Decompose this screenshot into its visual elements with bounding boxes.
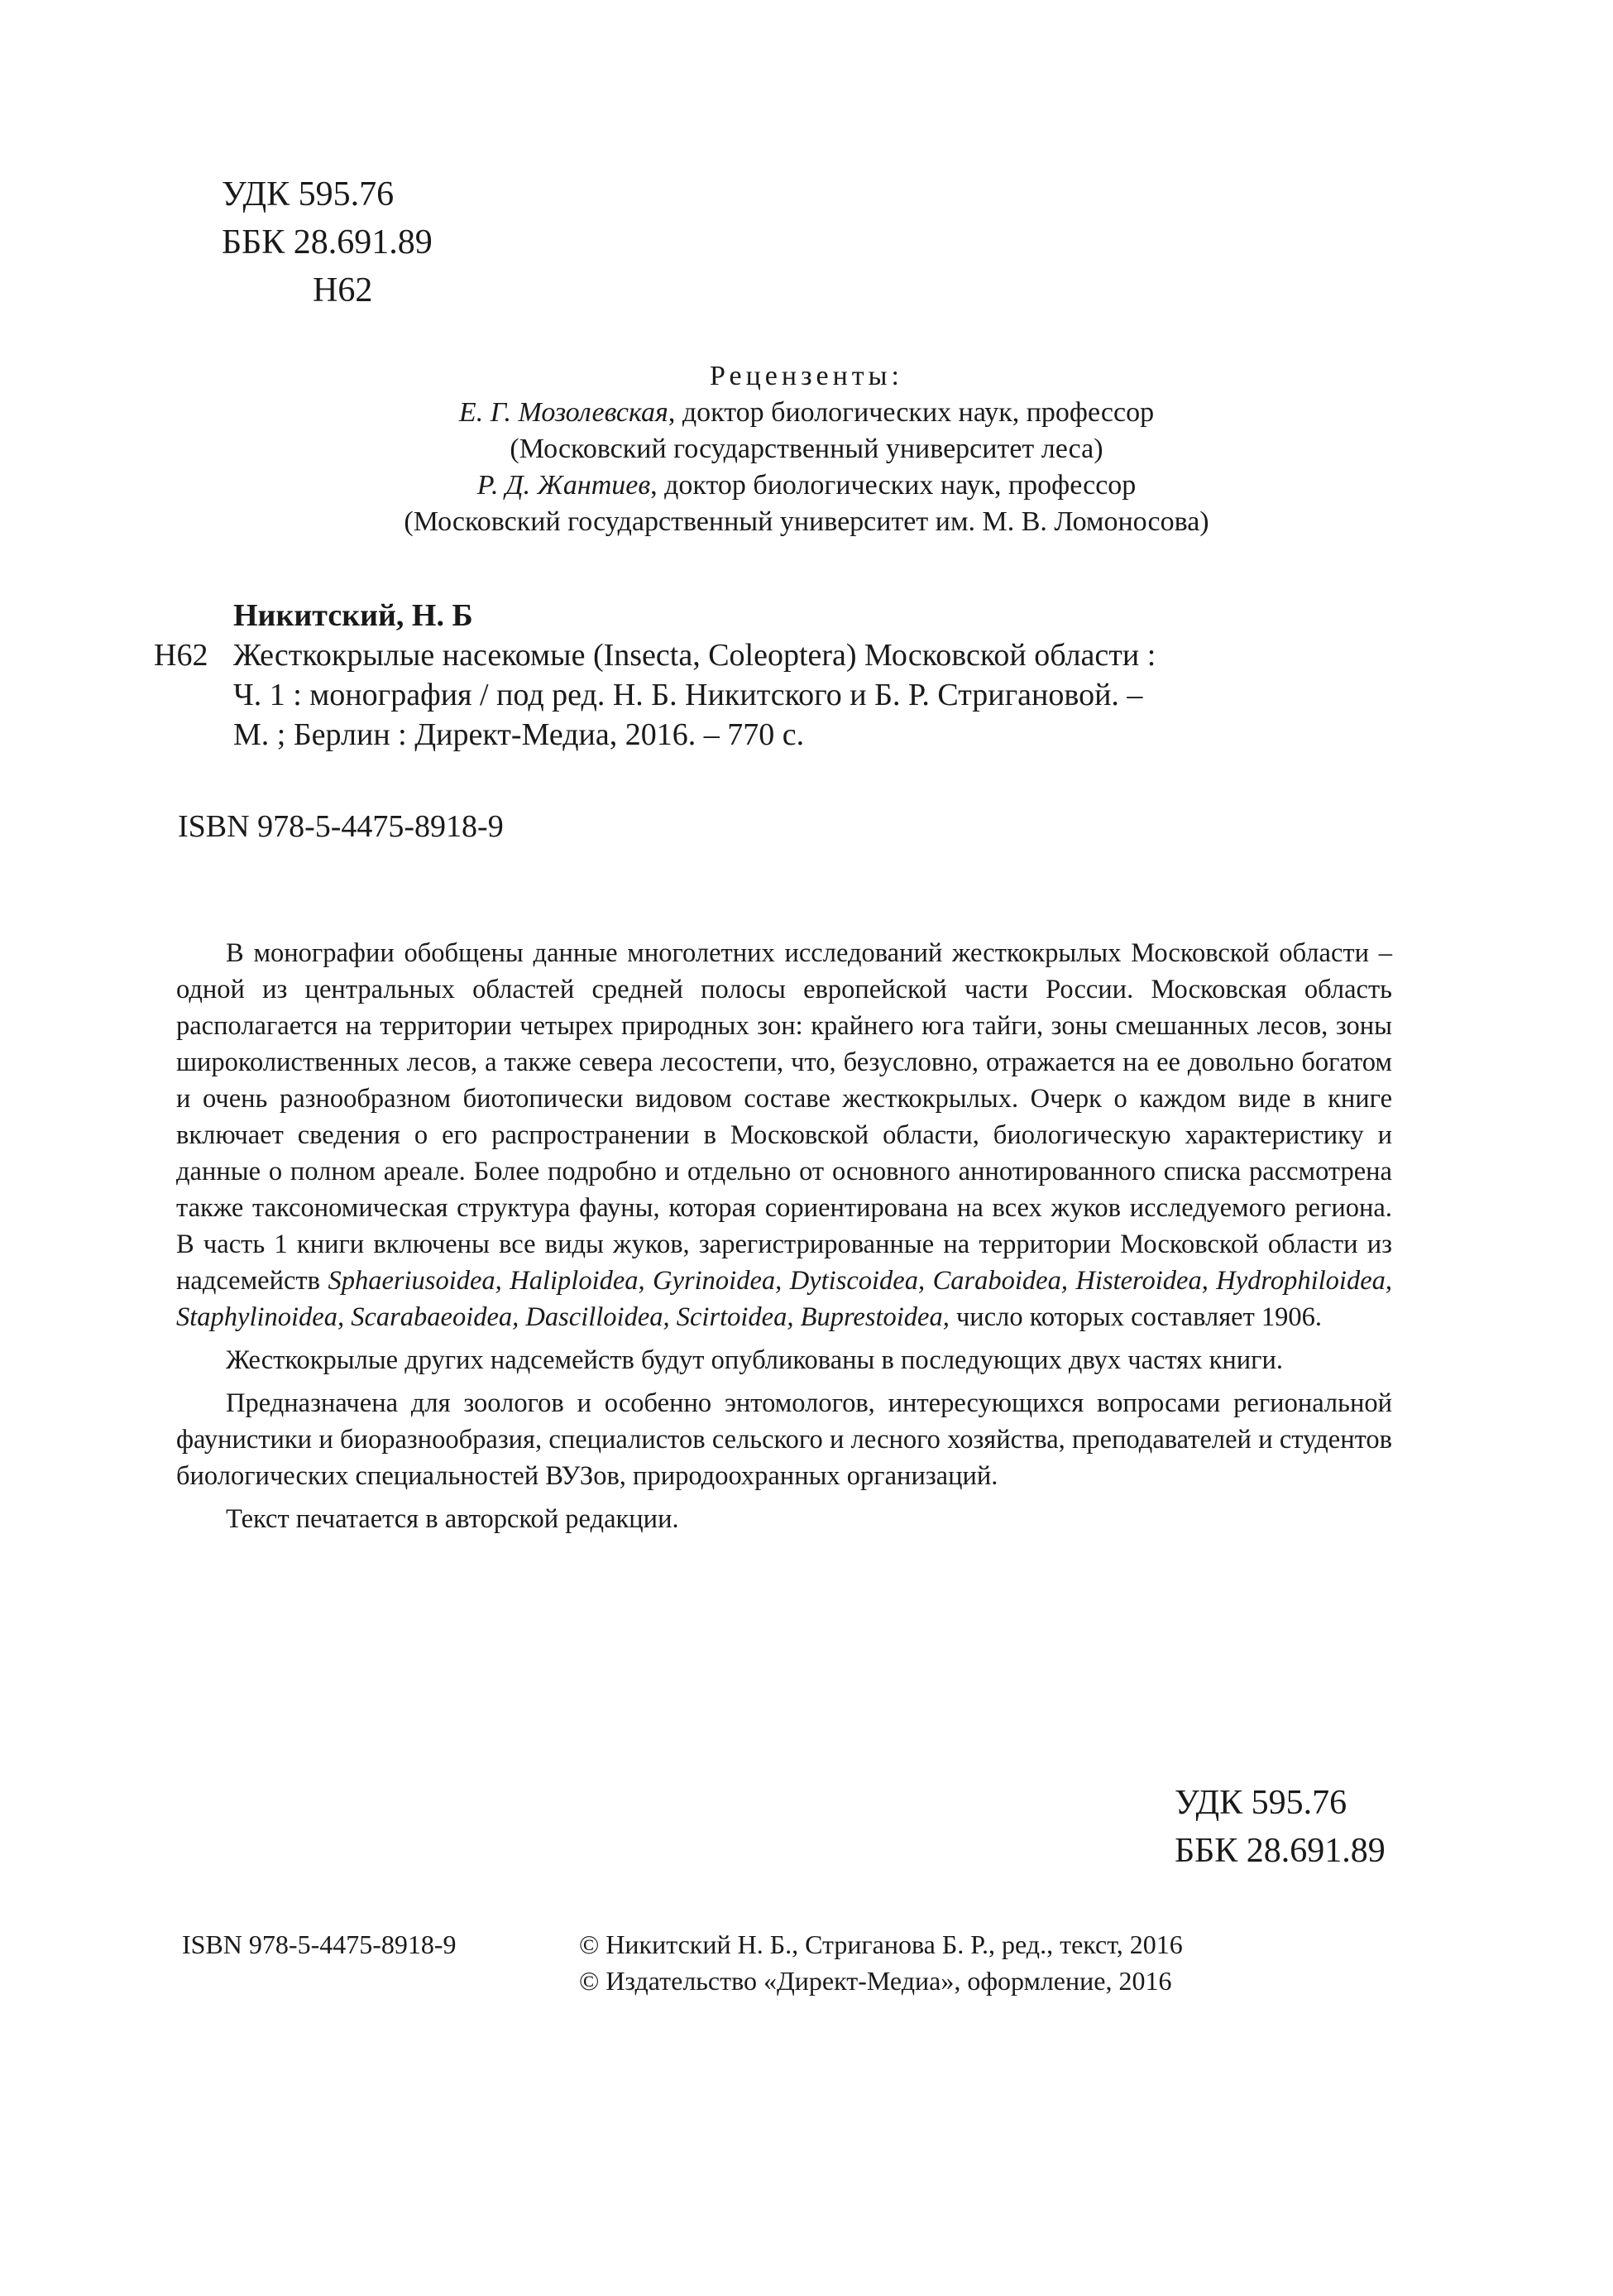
bottom-classification-codes xyxy=(1175,1779,1386,1875)
bib-line-2: Ч. 1 : монография / под ред. Н. Б. Никитского и Б. Р. Стригановой. – xyxy=(233,678,1143,712)
reviewer-1-name: Е. Г. Мозолевская xyxy=(458,397,668,428)
reviewer-1-affiliation: (Московский государственный университет леса) xyxy=(510,434,1103,464)
abstract-p1-start: В монографии обобщены данные многолетних исследований жесткокрылых Московской области – одной из центральных областей средней полосы европейской части России. Московская область располагается на территории четырех природных зон: крайнего юга тайги, зоны смешанных лесов, зоны широколиственных лесов, а также севера лесостепи, что, безусловно, отражается на ее довольно богатом и очень разнообразном биотопически видовом составе жесткокрылых. Очерк о каждом виде в книге включает сведения о его распространении в Московской области, биологическую характеристику и данные о полном ареале. Более подробно и отдельно от основного аннотированного списка рассмотрена также таксономическая структура фауны, которая сориентирована на всех жуков исследуемого региона. В часть 1 книги включены все виды жуков, зарегистрированные на территории Московской области из надсемейств xyxy=(176,938,1392,1296)
bbk-code: ББК 28.691.89 xyxy=(222,223,433,261)
bib-line-1: Жесткокрылые насекомые (Insecta, Coleoptera) Московской области : xyxy=(233,638,1156,673)
reviewer-2 xyxy=(165,467,1448,504)
bib-author: Никитский, Н. Б xyxy=(233,598,473,633)
udk-code: УДК 595.76 xyxy=(222,175,395,213)
reviewer-1-title: , доктор биологических наук, профессор xyxy=(668,397,1155,428)
reviewer-2-name: Р. Д. Жантиев xyxy=(476,470,651,501)
isbn: ISBN 978-5-4475-8918-9 xyxy=(178,809,504,844)
copyright-line-2: © Издательство «Директ-Медиа», оформление, 2016 xyxy=(579,1966,1172,1996)
copyright-block xyxy=(579,1926,1183,1999)
copyright-line-1: © Никитский Н. Б., Стриганова Б. Р., ред., текст, 2016 xyxy=(579,1929,1183,1959)
abstract-paragraph-1 xyxy=(176,935,1392,1335)
abstract xyxy=(176,935,1392,1544)
reviewer-1 xyxy=(165,395,1448,431)
bib-description xyxy=(233,635,1433,755)
abstract-paragraph-3: Предназначена для зоологов и особенно энтомологов, интересующихся вопросами региональной фаунистики и биоразнообразия, специалистов сельского и лесного хозяйства, преподавателей и студентов биологических специальностей ВУЗов, природоохранных организаций. xyxy=(176,1388,1392,1491)
abstract-paragraph-4: Текст печатается в авторской редакции. xyxy=(226,1504,679,1534)
bib-line-3: М. ; Берлин : Директ-Медиа, 2016. – 770 с. xyxy=(233,717,805,752)
author-mark: Н62 xyxy=(313,271,373,309)
reviewer-2-title: , доктор биологических наук, профессор xyxy=(650,470,1137,501)
reviewers-heading: Рецензенты: xyxy=(710,361,903,391)
bbk-code-bottom: ББК 28.691.89 xyxy=(1175,1832,1386,1870)
abstract-paragraph-2: Жесткокрылые других надсемейств будут опубликованы в последующих двух частях книги. xyxy=(226,1345,1284,1375)
footer-isbn: ISBN 978-5-4475-8918-9 xyxy=(182,1929,457,1959)
bib-code: Н62 xyxy=(154,638,208,673)
reviewer-2-affiliation: (Московский государственный университет им. М. В. Ломоносова) xyxy=(404,506,1209,537)
abstract-p1-end: число которых составляет 1906. xyxy=(955,1302,1323,1332)
abstract-p1-taxa: Sphaeriusoidea, Haliploidea, Gyrinoidea, Dytiscoidea, Caraboidea, Histeroidea, Hydrophiloidea, Staphylinoidea, Scarabaeoidea, Dascilloidea, Scirtoidea, Buprestoidea, xyxy=(176,1266,1393,1332)
top-classification-codes xyxy=(222,170,433,314)
reviewers-block xyxy=(165,358,1448,540)
udk-code-bottom: УДК 595.76 xyxy=(1175,1784,1347,1822)
